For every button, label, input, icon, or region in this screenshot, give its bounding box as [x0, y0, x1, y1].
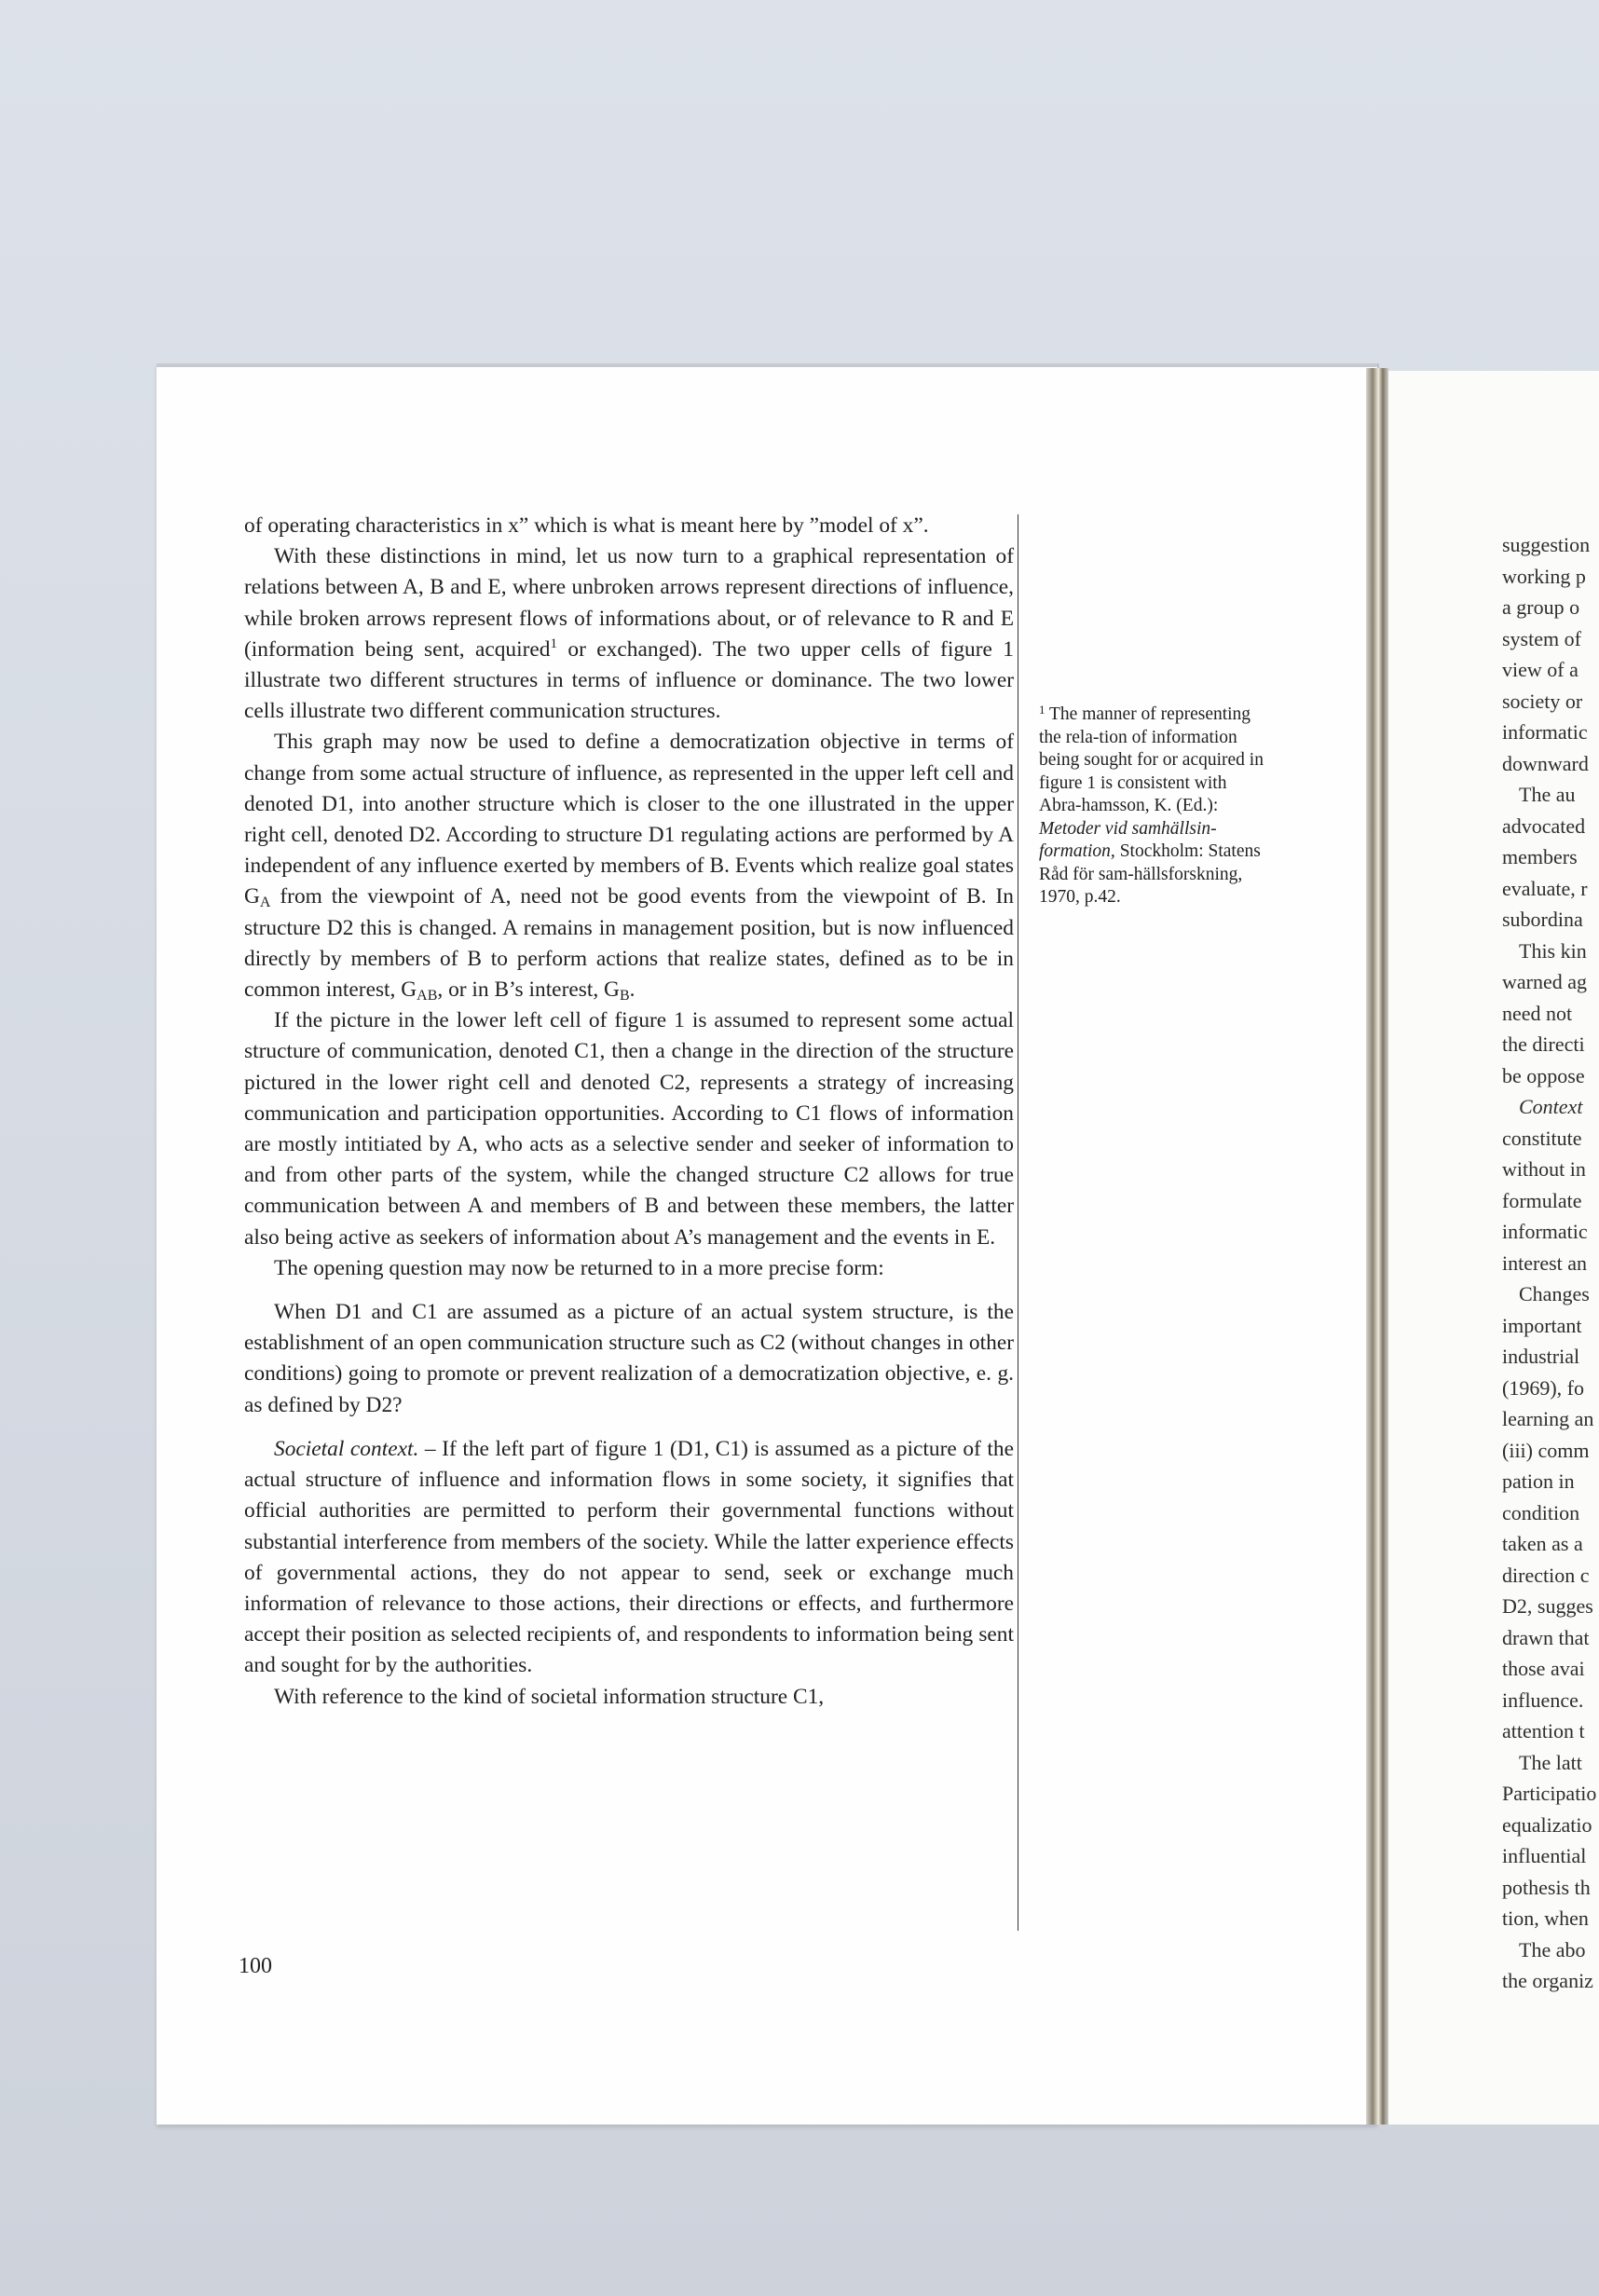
margin-footnote: $^1$ The manner of representing the rela-tion of information being sought for or acquired in figure 1 is consistent with Abra-hamsson, K. (Ed.): Metoder vid samhällsin-formation, Stockholm: Statens Råd för sam-hällsforskning, 1970, p.42.	[1039, 703, 1264, 907]
question-block: When D1 and C1 are assumed as a picture of an actual system structure, is the establishment of an open communication structure such as C2 (without changes in other conditions) going to promote or prevent realization of a democratization objective, e. g. as defined by D2?	[244, 1300, 1014, 1417]
facing-page-line: industrial	[1502, 1345, 1580, 1368]
paragraph-8: With reference to the kind of societal information structure C1,	[274, 1684, 825, 1709]
section-heading-italic: Societal context.	[274, 1436, 419, 1461]
facing-page-line: the organiz	[1502, 1969, 1593, 1992]
footnote-marker: 1	[550, 636, 557, 651]
facing-page-line: Participatio	[1502, 1782, 1597, 1805]
facing-page-line: informatic	[1502, 1220, 1588, 1243]
footnote-number: 1	[1039, 703, 1046, 717]
paragraph-1: of operating characteristics in x” which is what is meant here by ”model of x”.	[244, 513, 929, 538]
paragraph-5: The opening question may now be returned to in a more precise form:	[274, 1255, 884, 1280]
facing-page-line: society or	[1502, 689, 1583, 713]
facing-page-line: (1969), fo	[1502, 1375, 1584, 1400]
facing-page-line: The au	[1519, 783, 1576, 806]
facing-page-line: taken as a	[1502, 1532, 1583, 1555]
facing-page	[1388, 371, 1599, 2125]
facing-page-line: (iii) comm	[1502, 1438, 1590, 1462]
facing-page-line: This kin	[1519, 938, 1587, 963]
facing-page-line: drawn that	[1502, 1625, 1590, 1649]
facing-page-line: without in	[1502, 1157, 1586, 1181]
facing-page-line: the directi	[1502, 1032, 1585, 1056]
facing-page-line: The latt	[1519, 1750, 1582, 1774]
facing-page-line: warned ag	[1502, 970, 1588, 993]
facing-page-line: system of	[1502, 626, 1581, 650]
facing-page-line: members	[1502, 845, 1578, 868]
facing-page-line: working p	[1502, 564, 1586, 588]
facing-page-line: D2, sugges	[1502, 1594, 1593, 1618]
page-number: 100	[239, 1954, 272, 1978]
facing-page-line: pation in	[1502, 1469, 1575, 1493]
facing-page-line: direction c	[1502, 1563, 1590, 1587]
facing-page-line: attention t	[1502, 1719, 1585, 1742]
facing-page-line: be oppose	[1502, 1063, 1585, 1087]
facing-page-line: equalizatio	[1502, 1812, 1592, 1837]
facing-page-line: suggestion	[1502, 533, 1591, 556]
facing-page-line: advocated	[1502, 813, 1586, 838]
facing-page-line: view of a	[1502, 658, 1578, 681]
facing-page-line: constitute	[1502, 1126, 1582, 1150]
facing-page-line: influence.	[1502, 1688, 1584, 1712]
facing-page-line: Context	[1519, 1095, 1583, 1118]
facing-page-line: tion, when	[1502, 1906, 1589, 1930]
facing-page-line: The abo	[1519, 1937, 1586, 1961]
facing-page-line: a group o	[1502, 595, 1580, 619]
facing-page-line: important	[1502, 1313, 1582, 1337]
paragraph-2: With these distinctions in mind, let us now turn to a graphical representation of relations between A, B and E, where unbroken arrows represent directions of influence, while broken arrows represent flows of informations about, or of relevance to R and E (information being sent, acquired$^1$ or exchanged). The two upper cells of figure 1 illustrate two different structures in terms of influence or dominance. The two lower cells illustrate two different communication structures.	[244, 544, 1015, 724]
book-gutter	[1366, 368, 1388, 2125]
facing-page-line: learning an	[1502, 1407, 1594, 1430]
paragraph-4: If the picture in the lower left cell of figure 1 is assumed to represent some actual structure of communication, denoted C1, then a change in the direction of the structure pictured in the lower right cell and denoted C2, represents a strategy of increasing communication and participation opportunities. According to C1 flows of information are mostly intitiated by A, who acts as a selective sender and seeker of information to and from other parts of the system, while the changed structure C2 allows for true communication between A and members of B and between these members, the latter also being active as seekers of information about A’s management and the events in E.	[244, 1008, 1014, 1250]
facing-page-line: influential	[1502, 1844, 1587, 1867]
facing-page-line: informatic	[1502, 720, 1588, 744]
facing-page-line: downward	[1502, 751, 1589, 775]
facing-page-line: need not	[1502, 1001, 1573, 1025]
facing-page-line: subordina	[1502, 908, 1583, 931]
facing-page-line: Changes	[1519, 1282, 1590, 1305]
facing-page-line: pothesis th	[1502, 1875, 1591, 1899]
facing-page-line: those avai	[1502, 1657, 1585, 1680]
facing-page-line: interest an	[1502, 1250, 1588, 1275]
paragraph-societal-context: Societal context. – If the left part of figure 1 (D1, C1) is assumed as a picture of the actual structure of influence and information flows in some society, it signifies that official authorities are permitted to perform their governmental functions without substantial interference from members of the society. While the latter experience effects of governmental actions, they do not appear to send, seek or exchange much information of relevance to those actions, their directions or effects, and furthermore accept their position as selected recipients of, and respondents to information being sent and sought for by the authorities.	[244, 1436, 1014, 1678]
main-text-column	[244, 511, 1014, 1713]
facing-page-line: evaluate, r	[1502, 876, 1588, 900]
facing-page-line: formulate	[1502, 1188, 1582, 1212]
paragraph-3: This graph may now be used to define a democratization objective in terms of change from some actual structure of influence, as represented in the upper left cell and denoted D1, into another structure which is closer to the one illustrated in the upper right cell, denoted D2. According to structure D1 regulating actions are performed by A independent of any influence exerted by members of B. Events which realize goal states $G_A$ from the viewpoint of A, need not be good events from the viewpoint of B. In structure D2 this is changed. A remains in management position, but is now influenced directly by members of B to perform actions that realize states, defined as to be in common interest, $G_{AB}$, or in B’s interest, $G_B$.	[244, 730, 1014, 1004]
facing-page-line: condition	[1502, 1500, 1580, 1524]
